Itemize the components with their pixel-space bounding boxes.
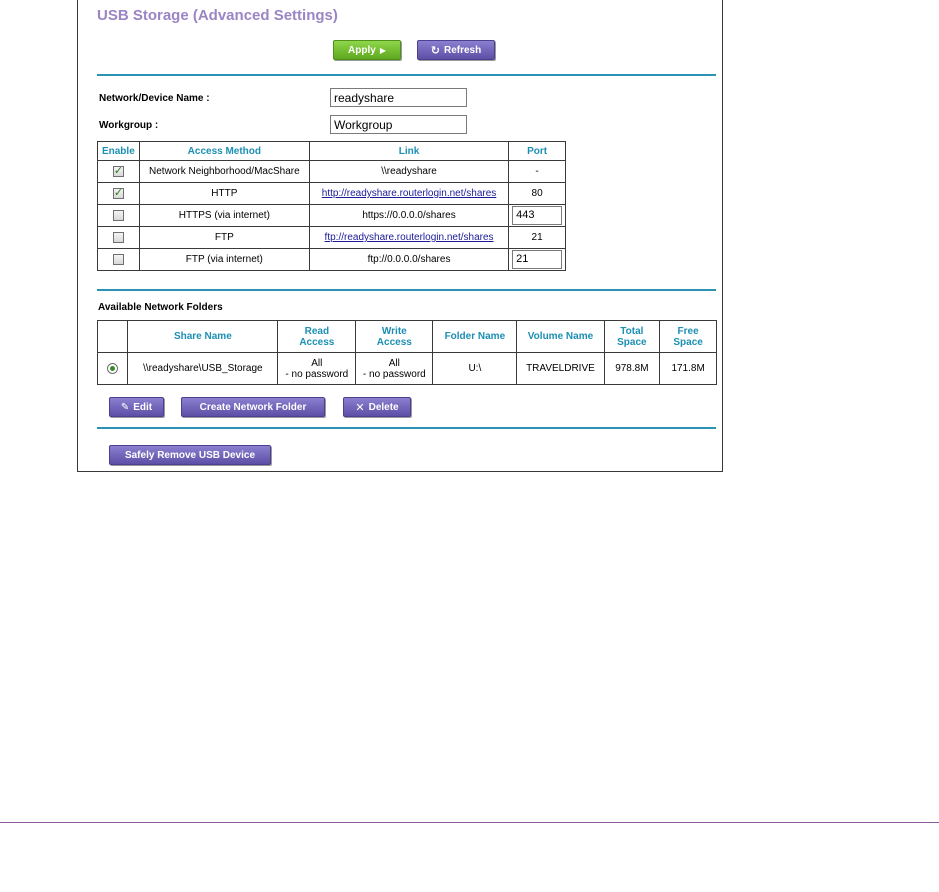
total-space-header-line2: Space <box>617 336 647 348</box>
folder-row[interactable] <box>98 353 717 385</box>
access-method-label: HTTPS (via internet) <box>178 210 270 221</box>
access-row <box>98 249 566 271</box>
access-row <box>98 161 566 183</box>
folder-name: U:\ <box>468 363 482 374</box>
device-name-input[interactable]: readyshare <box>330 88 467 107</box>
delete-label: Delete <box>368 401 399 413</box>
device-name-label: Network/Device Name : <box>99 93 210 104</box>
port-value: 21 <box>531 232 543 243</box>
network-folders-table <box>97 320 717 385</box>
folder-select-radio[interactable] <box>107 363 118 374</box>
page-footer-divider <box>0 822 939 823</box>
free-space-header <box>660 321 717 353</box>
access-link-text: https://0.0.0.0/shares <box>362 210 456 221</box>
access-link[interactable]: http://readyshare.routerlogin.net/shares <box>321 188 497 199</box>
workgroup-input[interactable]: Workgroup <box>330 115 467 134</box>
access-link-text: \\readyshare <box>381 166 437 177</box>
refresh-label: Refresh <box>443 44 482 56</box>
play-arrow-icon: ▶ <box>379 45 386 55</box>
section-divider <box>97 289 716 291</box>
workgroup-label: Workgroup : <box>99 120 159 131</box>
section-divider <box>97 427 716 429</box>
free-space: 171.8M <box>671 363 705 374</box>
remove-label: Safely Remove USB Device <box>124 449 256 461</box>
access-method-label: FTP <box>214 232 234 243</box>
create-label: Create Network Folder <box>199 401 307 413</box>
share-name: \\readyshare\USB_Storage <box>143 363 263 374</box>
access-link[interactable]: ftp://readyshare.routerlogin.net/shares <box>324 232 494 243</box>
read-access-line2: - no password <box>285 368 349 380</box>
refresh-button[interactable] <box>417 40 495 60</box>
write-access-header <box>356 321 433 353</box>
create-network-folder-button[interactable] <box>181 397 325 417</box>
access-method-header: Access Method <box>139 142 309 161</box>
access-row <box>98 227 566 249</box>
access-method-label: FTP (via internet) <box>185 254 263 265</box>
read-access-header-line1: Read <box>304 325 330 337</box>
port-value: - <box>535 166 539 177</box>
folder-name-header: Folder Name <box>433 321 517 353</box>
available-folders-label: Available Network Folders <box>98 302 223 313</box>
write-access-line2: - no password <box>362 368 426 380</box>
refresh-icon: ↻ <box>430 44 440 57</box>
total-space-header <box>604 321 660 353</box>
link-header: Link <box>309 142 508 161</box>
share-name-header: Share Name <box>128 321 278 353</box>
port-input[interactable]: 21 <box>512 250 562 269</box>
access-method-label: HTTP <box>211 188 238 199</box>
read-access-line1: All <box>311 357 323 369</box>
enable-header: Enable <box>98 142 140 161</box>
enable-checkbox[interactable] <box>113 188 124 199</box>
total-space: 978.8M <box>615 363 649 374</box>
volume-name: TRAVELDRIVE <box>526 363 595 374</box>
access-row <box>98 205 566 227</box>
access-row <box>98 183 566 205</box>
edit-label: Edit <box>133 401 153 413</box>
read-access-header <box>278 321 356 353</box>
total-space-header-line1: Total <box>620 325 644 337</box>
enable-checkbox[interactable] <box>113 232 124 243</box>
x-icon: ✕ <box>355 401 365 414</box>
select-header <box>98 321 128 353</box>
free-space-header-line2: Space <box>673 336 703 348</box>
write-access-header-line1: Write <box>381 325 407 337</box>
port-input[interactable]: 443 <box>512 206 562 225</box>
enable-checkbox[interactable] <box>113 254 124 265</box>
usb-storage-panel <box>77 0 723 472</box>
access-link-text: ftp://0.0.0.0/shares <box>367 254 451 265</box>
port-value: 80 <box>531 188 543 199</box>
volume-name-header: Volume Name <box>517 321 604 353</box>
pencil-icon: ✎ <box>120 401 130 413</box>
port-header: Port <box>509 142 566 161</box>
page-title: USB Storage (Advanced Settings) <box>97 7 338 24</box>
access-method-table <box>97 141 566 271</box>
safely-remove-usb-button[interactable] <box>109 445 271 465</box>
apply-label: Apply <box>348 44 376 56</box>
apply-button[interactable] <box>333 40 401 60</box>
enable-checkbox[interactable] <box>113 166 124 177</box>
delete-button[interactable] <box>343 397 411 417</box>
edit-button[interactable] <box>109 397 164 417</box>
enable-checkbox[interactable] <box>113 210 124 221</box>
write-access-header-line2: Access <box>376 336 412 348</box>
free-space-header-line1: Free <box>677 325 699 337</box>
access-method-label: Network Neighborhood/MacShare <box>149 166 300 177</box>
write-access-line1: All <box>388 357 400 369</box>
section-divider <box>97 74 716 76</box>
read-access-header-line2: Access <box>299 336 335 348</box>
